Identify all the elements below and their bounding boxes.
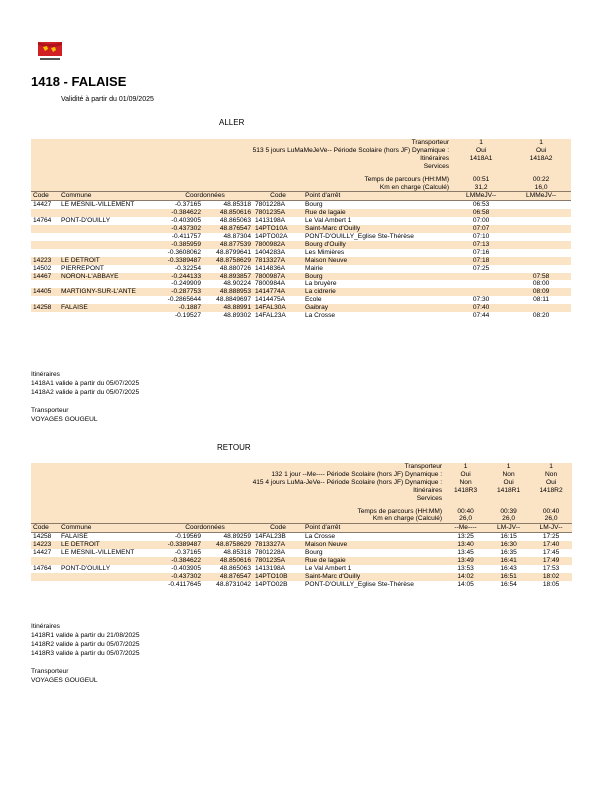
table-row (31, 288, 571, 296)
commune-code-cell: 14223 (31, 257, 59, 265)
commune-code-cell (31, 225, 59, 233)
stop-code-cell: 14PTO02A (255, 232, 288, 240)
stop-code-cell: 1414774A (253, 288, 303, 296)
header-value: 1418R1 (487, 487, 530, 495)
commune-cell: PIERREPONT (61, 264, 104, 272)
header-temps-label: Temps de parcours (HH:MM) (31, 508, 444, 516)
header-km-label: Km en charge (Calculé) (31, 515, 444, 523)
col-header-commune: Commune (59, 192, 157, 201)
col-header-days: LMMeJV-- (511, 192, 571, 201)
table-row (31, 233, 571, 241)
col-header-days: --Me---- (444, 524, 487, 533)
stop-code-cell: 7801228A (255, 549, 286, 557)
commune-cell (59, 296, 157, 304)
longitude-cell: -0.384622 (157, 209, 203, 217)
time-cell: 07:13 (451, 241, 511, 249)
latitude-cell: 48.865063 (219, 217, 251, 225)
commune-cell (59, 557, 157, 565)
table-row (31, 280, 571, 288)
stop-name-cell: La cidrerie (303, 288, 451, 296)
header-temps-label: Temps de parcours (HH:MM) (31, 176, 451, 184)
longitude-cell: -0.37165 (174, 549, 201, 557)
commune-code-cell (31, 296, 59, 304)
time-cell: 07:18 (451, 257, 511, 265)
header-transporteur-label: Transporteur (31, 463, 444, 471)
latitude-cell: 48.880726 (219, 264, 251, 272)
col-header-coordonnees: Coordonnées (157, 524, 253, 533)
time-cell: 07:16 (472, 248, 490, 256)
time-cell: 16:43 (500, 564, 517, 572)
time-cell: 13:53 (457, 564, 474, 572)
itineraire-note: 1418A1 valide à partir du 05/07/2025 (31, 380, 140, 387)
header-value: Non (487, 471, 530, 479)
header-service-label: Services (31, 163, 451, 171)
header-value: 1418R3 (444, 487, 487, 495)
header-value (511, 163, 571, 171)
commune-code-cell (31, 209, 59, 217)
validity-text: Validité à partir du 01/09/2025 (61, 96, 154, 103)
time-cell (511, 304, 571, 312)
stop-code-cell: 7801228A (255, 201, 286, 209)
stop-name-cell: Saint-Marc d'Ouilly (303, 225, 451, 233)
header-service-label: Services (31, 495, 444, 503)
header-value: 31,2 (451, 184, 511, 192)
commune-code-cell: 14223 (31, 541, 59, 549)
time-cell: 13:49 (444, 557, 487, 565)
time-cell: 18:02 (530, 573, 572, 581)
header-periode-label: 132 1 jour --Me---- Période Scolaire (hors JF) Dynamique : (31, 471, 444, 479)
time-cell (511, 241, 571, 249)
stop-name-cell: Saint-Marc d'Ouilly (303, 573, 444, 581)
time-cell: 07:07 (451, 225, 511, 233)
transporteur-title: Transporteur (31, 407, 69, 414)
header-km-label: Km en charge (Calculé) (31, 184, 451, 192)
stop-code-cell: 7800982A (253, 241, 303, 249)
stop-name-cell: Bourg (305, 549, 323, 557)
commune-code-cell (31, 557, 59, 565)
commune-cell: LE MESNIL-VILLEMENT (61, 549, 135, 557)
stop-name-cell: La bruyère (305, 280, 337, 288)
header-value: Oui (444, 471, 487, 479)
header-value: Oui (530, 479, 572, 487)
latitude-cell: 48.89302 (223, 312, 251, 320)
time-cell: 07:10 (472, 232, 490, 240)
time-cell: 14:02 (444, 573, 487, 581)
commune-cell: PONT-D'OUILLY (61, 217, 111, 225)
header-value: 1418A1 (451, 155, 511, 163)
stop-name-cell: La Crosse (305, 533, 336, 541)
header-itineraire-label: Itinéraires (31, 155, 451, 163)
latitude-cell: 48.85318 (223, 549, 251, 557)
commune-cell: FALAISE (59, 304, 157, 312)
header-value: Oui (487, 479, 530, 487)
commune-cell (59, 581, 157, 589)
time-cell: 06:58 (451, 209, 511, 217)
table-row (31, 312, 571, 320)
commune-code-cell: 14258 (31, 304, 59, 312)
header-value (487, 495, 530, 503)
latitude-cell: 48.89259 (223, 533, 251, 541)
itineraires-title: Itinéraires (31, 623, 60, 630)
col-header-coordonnees: Coordonnées (157, 192, 253, 201)
longitude-cell: -0.32254 (174, 264, 201, 272)
header-value (530, 495, 572, 503)
time-cell: 14:05 (457, 580, 474, 588)
latitude-cell: 48.87304 (223, 232, 251, 240)
stop-code-cell: 7813327A (253, 541, 303, 549)
col-header-point-arret: Point d'arrêt (303, 524, 444, 533)
latitude-cell: 48.8849697 (216, 296, 251, 304)
time-cell: 08:09 (511, 288, 571, 296)
table-row (31, 273, 571, 281)
header-value: 26,0 (530, 515, 572, 523)
commune-code-cell: 14764 (33, 217, 52, 225)
time-cell (511, 201, 571, 209)
time-cell: 08:20 (532, 312, 550, 320)
time-cell (511, 217, 571, 225)
col-header-days: LMMeJV-- (451, 192, 511, 201)
retour-table (31, 463, 572, 589)
time-cell (451, 280, 511, 288)
stop-code-cell: 14FAL23A (255, 312, 286, 320)
itineraire-note: 1418R3 valide à partir du 05/07/2025 (31, 650, 140, 657)
commune-code-cell (31, 233, 59, 241)
header-value: 00:39 (487, 508, 530, 516)
normandie-logo-icon (36, 40, 66, 62)
commune-code-cell (31, 581, 59, 589)
transporteur-title: Transporteur (31, 668, 69, 675)
commune-cell (59, 280, 157, 288)
stop-code-cell: 1404283A (255, 248, 286, 256)
time-cell (511, 233, 571, 241)
longitude-cell: -0.287753 (157, 288, 203, 296)
longitude-cell: -0.19527 (174, 312, 201, 320)
time-cell: 07:30 (472, 296, 490, 304)
longitude-cell: -0.411757 (171, 232, 201, 240)
aller-notes (31, 370, 139, 424)
latitude-cell: 48.877539 (203, 241, 253, 249)
header-value: 00:51 (451, 176, 511, 184)
latitude-cell: 48.8799641 (216, 248, 251, 256)
aller-table (31, 139, 571, 320)
stop-code-cell: 14PTO02B (255, 580, 288, 588)
commune-code-cell: 14427 (33, 549, 52, 557)
commune-cell (59, 241, 157, 249)
table-row (31, 249, 571, 257)
table-row (31, 209, 571, 217)
header-value: 00:22 (511, 176, 571, 184)
col-header-point-arret: Point d'arrêt (303, 192, 451, 201)
stop-code-cell: 7813327A (253, 257, 303, 265)
header-value: 26,0 (487, 515, 530, 523)
longitude-cell: -0.3608062 (167, 248, 201, 256)
table-row (31, 265, 571, 273)
time-cell: 17:45 (542, 549, 560, 557)
time-cell (451, 288, 511, 296)
stop-name-cell: Le Val Ambert 1 (305, 217, 352, 225)
latitude-cell: 48.8758629 (203, 541, 253, 549)
commune-code-cell (31, 241, 59, 249)
longitude-cell: -0.384622 (157, 557, 203, 565)
header-transporteur-label: Transporteur (31, 139, 451, 147)
col-header-code: Code (31, 192, 59, 201)
time-cell: 08:00 (532, 280, 550, 288)
header-value: Oui (451, 147, 511, 155)
time-cell: 17:25 (542, 533, 560, 541)
time-cell: 06:53 (472, 201, 490, 209)
stop-code-cell: 1414475A (255, 296, 286, 304)
table-row (31, 296, 571, 304)
commune-code-cell (31, 573, 59, 581)
commune-cell: LE DETROIT (59, 541, 157, 549)
header-value: Non (444, 479, 487, 487)
itineraire-note: 1418A2 valide à partir du 05/07/2025 (31, 389, 140, 396)
header-value: 00:40 (444, 508, 487, 516)
table-row (31, 225, 571, 233)
header-value: Non (530, 471, 572, 479)
stop-code-cell: 1413198A (255, 217, 286, 225)
longitude-cell: -0.3389487 (157, 541, 203, 549)
header-value: 1 (530, 463, 572, 471)
longitude-cell: -0.249909 (171, 280, 201, 288)
time-cell: 16:51 (487, 573, 530, 581)
table-row (31, 541, 572, 549)
page-title: 1418 - FALAISE (31, 74, 127, 89)
stop-name-cell: Ecole (305, 296, 322, 304)
header-value (444, 495, 487, 503)
header-value: Oui (511, 147, 571, 155)
stop-name-cell: Le Val Ambert 1 (305, 564, 352, 572)
table-row (31, 304, 571, 312)
itineraires-title: Itinéraires (31, 371, 60, 378)
header-value: 00:40 (530, 508, 572, 516)
latitude-cell: 48.8731042 (216, 580, 251, 588)
header-value: 1418R2 (530, 487, 572, 495)
longitude-cell: -0.437302 (157, 225, 203, 233)
commune-code-cell (31, 249, 59, 257)
table-row (31, 533, 572, 541)
latitude-cell: 48.8758629 (203, 257, 253, 265)
commune-cell: MARTIGNY-SUR-L'ANTE (59, 288, 157, 296)
col-header-stop-code: Code (253, 192, 303, 201)
commune-cell (59, 249, 157, 257)
time-cell: 16:15 (500, 533, 517, 541)
stop-code-cell: 14PTO10A (253, 225, 303, 233)
table-row (31, 581, 572, 589)
header-value: 1 (451, 139, 511, 147)
latitude-cell: 48.90224 (223, 280, 251, 288)
longitude-cell: -0.385959 (157, 241, 203, 249)
table-row (31, 217, 571, 225)
itineraire-note: 1418R1 valide à partir du 21/08/2025 (31, 632, 140, 639)
col-header-stop-code: Code (253, 524, 303, 533)
latitude-cell: 48.865063 (219, 564, 251, 572)
longitude-cell: -0.3389487 (157, 257, 203, 265)
header-periode-label: 513 5 jours LuMaMeJeVe-- Période Scolaire (hors JF) Dynamique : (31, 147, 451, 155)
time-cell (511, 257, 571, 265)
stop-name-cell: Rue de lagaie (303, 209, 451, 217)
stop-name-cell: La Crosse (305, 312, 336, 320)
time-cell: 08:11 (533, 296, 550, 304)
section-aller-label: ALLER (219, 118, 245, 127)
time-cell: 17:53 (542, 564, 560, 572)
col-header-commune: Commune (59, 524, 157, 533)
stop-name-cell: Mairie (305, 264, 323, 272)
commune-cell (59, 573, 157, 581)
header-periode-label: 415 4 jours LuMa-JeVe-- Période Scolaire (hors JF) Dynamique : (31, 479, 444, 487)
time-cell: 07:44 (472, 312, 490, 320)
time-cell: 13:45 (457, 549, 474, 557)
table-row (31, 241, 571, 249)
time-cell (511, 209, 571, 217)
table-row (31, 565, 572, 573)
time-cell (511, 265, 571, 273)
latitude-cell: 48.876547 (203, 225, 253, 233)
transporteur-name: VOYAGES GOUGEUL (31, 677, 98, 684)
longitude-cell: -0.437302 (157, 573, 203, 581)
stop-code-cell: 7801235A (253, 209, 303, 217)
time-cell: 16:54 (500, 580, 517, 588)
longitude-cell: -0.19569 (174, 533, 201, 541)
stop-name-cell: Bourg (305, 201, 323, 209)
time-cell: 16:35 (500, 549, 517, 557)
time-cell (511, 249, 571, 257)
header-value: 1 (444, 463, 487, 471)
table-row (31, 557, 572, 565)
header-value: 1 (511, 139, 571, 147)
stop-code-cell: 7800984A (255, 280, 286, 288)
time-cell: 07:00 (472, 217, 490, 225)
latitude-cell: 48.888953 (203, 288, 253, 296)
stop-code-cell: 14FAL23B (255, 533, 286, 541)
commune-cell (59, 209, 157, 217)
header-value: 16,0 (511, 184, 571, 192)
stop-code-cell: 1413198A (255, 564, 286, 572)
longitude-cell: -0.403905 (171, 564, 201, 572)
commune-code-cell: 14764 (33, 564, 52, 572)
commune-cell: PONT-D'OUILLY (61, 564, 111, 572)
stop-name-cell: Bourg (303, 273, 451, 281)
longitude-cell: -0.4117645 (168, 580, 201, 588)
stop-name-cell: Rue de lagaie (303, 557, 444, 565)
commune-cell (59, 233, 157, 241)
table-row (31, 201, 571, 209)
stop-name-cell: Maison Neuve (303, 257, 451, 265)
latitude-cell: 48.850616 (203, 557, 253, 565)
section-retour-label: RETOUR (217, 443, 251, 452)
stop-code-cell: 7801235A (253, 557, 303, 565)
commune-code-cell: 14258 (33, 533, 52, 541)
stop-name-cell: Bourg d'Ouilly (303, 241, 451, 249)
longitude-cell: -0.1887 (157, 304, 203, 312)
header-itineraire-label: Itinéraires (31, 487, 444, 495)
col-header-code: Code (31, 524, 59, 533)
stop-name-cell: Maison Neuve (303, 541, 444, 549)
time-cell: 07:40 (451, 304, 511, 312)
longitude-cell: -0.37165 (174, 201, 201, 209)
latitude-cell: 48.88991 (203, 304, 253, 312)
commune-code-cell (31, 280, 59, 288)
commune-cell: LE MESNIL-VILLEMENT (61, 201, 135, 209)
stop-code-cell: 1414836A (255, 264, 286, 272)
latitude-cell: 48.876547 (203, 573, 253, 581)
longitude-cell: -0.244133 (157, 273, 203, 281)
stop-name-cell: Gaibray (303, 304, 451, 312)
latitude-cell: 48.850616 (203, 209, 253, 217)
time-cell: 17:40 (530, 541, 572, 549)
time-cell: 16:41 (487, 557, 530, 565)
time-cell: 13:40 (444, 541, 487, 549)
longitude-cell: -0.403905 (171, 217, 201, 225)
header-value (451, 163, 511, 171)
stop-name-cell: PONT-D'OUILLY_Eglise Ste-Thérèse (305, 580, 414, 588)
commune-code-cell: 14427 (33, 201, 52, 209)
stop-code-cell: 14PTO10B (253, 573, 303, 581)
time-cell: 18:05 (542, 580, 560, 588)
col-header-days: LM-JV-- (530, 524, 572, 533)
retour-notes (31, 622, 140, 685)
header-value: 1 (487, 463, 530, 471)
table-row (31, 549, 572, 557)
commune-cell: LE DETROIT (59, 257, 157, 265)
commune-code-cell: 14467 (31, 273, 59, 281)
commune-code-cell: 14405 (31, 288, 59, 296)
header-value: 26,0 (444, 515, 487, 523)
time-cell (511, 225, 571, 233)
commune-code-cell: 14502 (33, 264, 52, 272)
time-cell: 07:25 (472, 264, 490, 272)
stop-code-cell: 14FAL30A (253, 304, 303, 312)
stop-name-cell: PONT-D'OUILLY_Eglise Ste-Thérèse (305, 232, 414, 240)
commune-cell (59, 312, 157, 320)
time-cell: 17:49 (530, 557, 572, 565)
latitude-cell: 48.893857 (203, 273, 253, 281)
time-cell: 07:58 (511, 273, 571, 281)
time-cell: 16:30 (487, 541, 530, 549)
stop-code-cell: 7800987A (253, 273, 303, 281)
itineraire-note: 1418R2 valide à partir du 05/07/2025 (31, 641, 140, 648)
time-cell (451, 273, 511, 281)
commune-cell: FALAISE (61, 533, 88, 541)
commune-code-cell (31, 312, 59, 320)
latitude-cell: 48.85318 (223, 201, 251, 209)
transporteur-name: VOYAGES GOUGEUL (31, 416, 98, 423)
time-cell: 13:25 (457, 533, 474, 541)
table-row (31, 573, 572, 581)
commune-cell: NORON-L'ABBAYE (59, 273, 157, 281)
table-row (31, 257, 571, 265)
commune-cell (59, 225, 157, 233)
col-header-days: LM-JV-- (487, 524, 530, 533)
longitude-cell: -0.2865644 (167, 296, 201, 304)
stop-name-cell: Les Mimières (305, 248, 345, 256)
header-value: 1418A2 (511, 155, 571, 163)
